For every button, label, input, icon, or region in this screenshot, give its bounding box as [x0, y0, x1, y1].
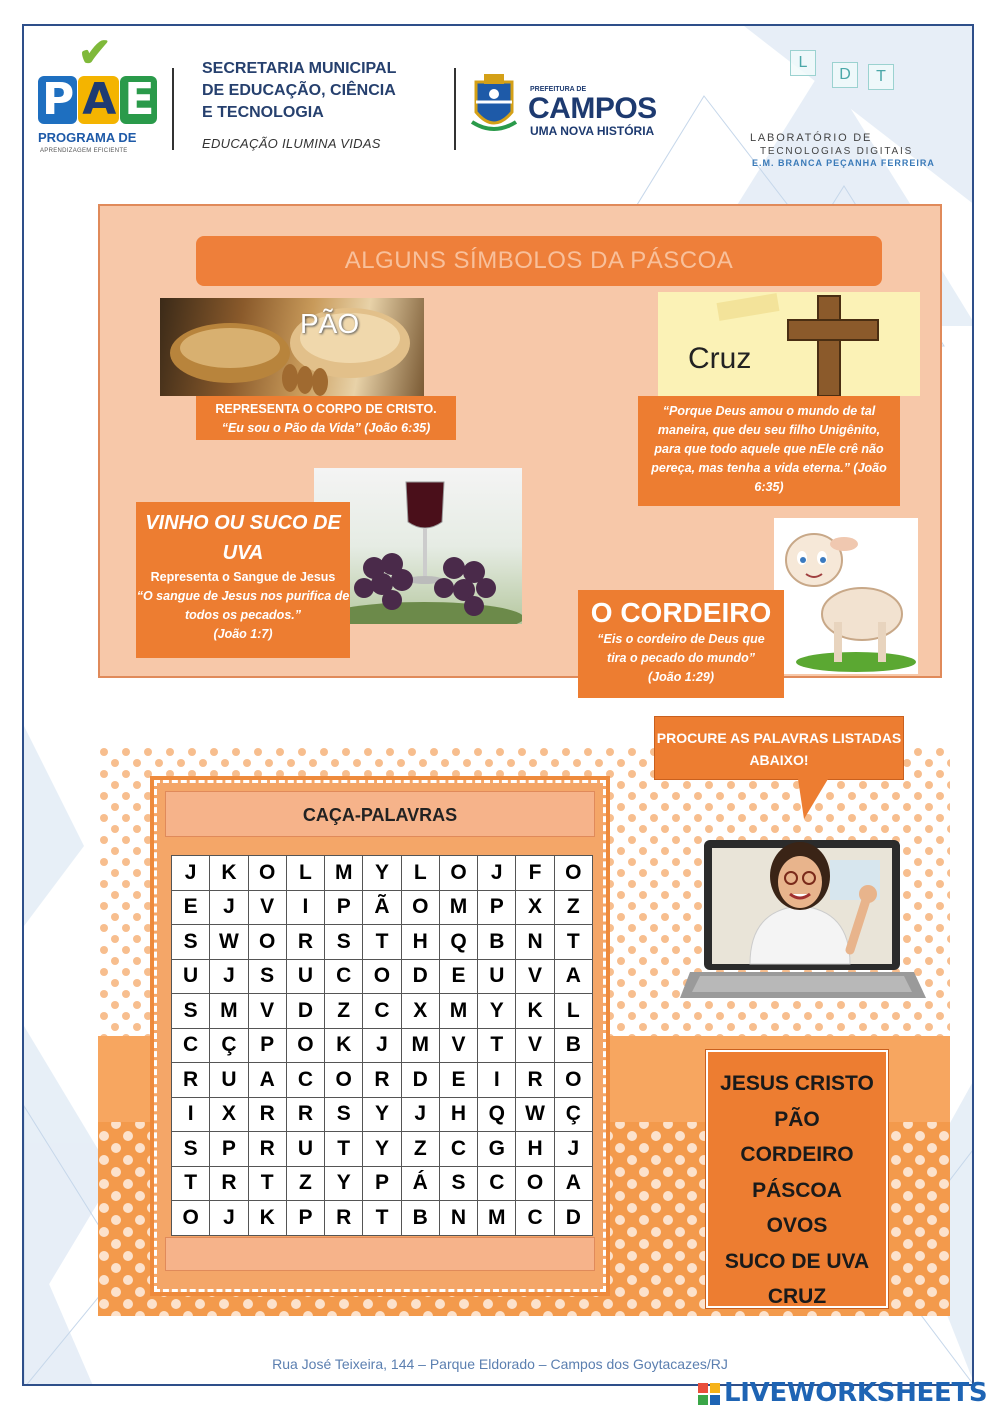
grid-cell[interactable]: T — [248, 1166, 286, 1201]
word-list-item: SUCO DE UVA — [724, 1249, 870, 1273]
grid-cell[interactable]: R — [286, 1097, 324, 1132]
grid-cell[interactable]: R — [363, 1063, 401, 1098]
grid-cell[interactable]: K — [516, 994, 554, 1029]
word-list-item: PÃO — [774, 1107, 820, 1131]
word-list-item: CORDEIRO — [740, 1143, 854, 1166]
grid-cell[interactable]: P — [248, 1028, 286, 1063]
grid-cell[interactable]: T — [363, 925, 401, 960]
grid-row — [172, 1028, 593, 1063]
grid-cell[interactable]: R — [248, 1097, 286, 1132]
grid-cell[interactable]: V — [516, 1028, 554, 1063]
grid-cell[interactable]: R — [172, 1063, 210, 1098]
grid-cell[interactable]: X — [516, 890, 554, 925]
ldt-letter-l: L — [790, 50, 816, 76]
grid-cell[interactable]: Ã — [363, 890, 401, 925]
lamb-icon — [774, 518, 918, 674]
grid-row — [172, 994, 593, 1029]
word-search-footer-bar — [165, 1237, 595, 1271]
grid-row — [172, 1132, 593, 1167]
grid-cell[interactable]: V — [516, 959, 554, 994]
grid-cell[interactable]: M — [325, 856, 363, 891]
grid-cell[interactable]: O — [248, 856, 286, 891]
grid-cell[interactable]: M — [439, 994, 477, 1029]
grid-cell[interactable]: C — [478, 1166, 516, 1201]
grid-cell[interactable]: Ç — [210, 1028, 248, 1063]
grid-cell[interactable]: Y — [363, 856, 401, 891]
campos-name: CAMPOS — [528, 92, 657, 125]
speech-bubble-tail — [798, 779, 828, 819]
lamb-heading: O CORDEIRO — [590, 597, 772, 628]
grid-cell[interactable]: H — [439, 1097, 477, 1132]
grid-row — [172, 925, 593, 960]
grid-cell[interactable]: T — [554, 925, 592, 960]
grid-cell[interactable]: N — [516, 925, 554, 960]
grid-cell[interactable]: K — [248, 1201, 286, 1236]
grid-cell[interactable]: D — [401, 1063, 439, 1098]
grid-cell[interactable]: A — [248, 1063, 286, 1098]
grid-cell[interactable]: K — [210, 856, 248, 891]
grid-cell[interactable]: R — [210, 1166, 248, 1201]
grid-cell[interactable]: P — [363, 1166, 401, 1201]
grid-cell[interactable]: F — [516, 856, 554, 891]
grid-cell[interactable]: U — [286, 959, 324, 994]
grid-cell[interactable]: Ç — [554, 1097, 592, 1132]
grid-cell[interactable]: Q — [478, 1097, 516, 1132]
cross-label: Cruz — [688, 342, 752, 375]
word-list-item: OVOS — [766, 1214, 828, 1237]
grid-cell[interactable]: J — [554, 1132, 592, 1167]
grid-cell[interactable]: Á — [401, 1166, 439, 1201]
grid-cell[interactable]: L — [286, 856, 324, 891]
grid-cell[interactable]: E — [172, 890, 210, 925]
pae-letter-e: E — [120, 76, 157, 124]
grid-cell[interactable]: R — [516, 1063, 554, 1098]
grid-cell[interactable]: W — [210, 925, 248, 960]
header-divider — [454, 68, 456, 150]
lamb-image — [774, 518, 918, 674]
grid-cell[interactable]: C — [286, 1063, 324, 1098]
grid-cell[interactable]: B — [554, 1028, 592, 1063]
grid-cell[interactable]: R — [325, 1201, 363, 1236]
ldt-letter-d: D — [832, 62, 858, 88]
pae-line1: PROGRAMA DE — [38, 130, 137, 145]
grid-cell[interactable]: Z — [286, 1166, 324, 1201]
grid-cell[interactable]: C — [516, 1201, 554, 1236]
word-search-title: CAÇA-PALAVRAS — [165, 791, 595, 837]
grid-cell[interactable]: D — [286, 994, 324, 1029]
ldt-line2: TECNOLOGIAS DIGITAIS — [760, 146, 914, 157]
grid-cell[interactable]: O — [439, 856, 477, 891]
ldt-line1: LABORATÓRIO DE — [750, 132, 873, 144]
grid-cell[interactable]: B — [478, 925, 516, 960]
word-search-section — [98, 730, 950, 1316]
grid-cell[interactable]: M — [401, 1028, 439, 1063]
grid-cell[interactable]: C — [172, 1028, 210, 1063]
grid-cell[interactable]: J — [478, 856, 516, 891]
grid-cell[interactable]: I — [478, 1063, 516, 1098]
grid-cell[interactable]: E — [439, 1063, 477, 1098]
grid-cell[interactable]: J — [401, 1097, 439, 1132]
easter-symbols-panel — [98, 204, 942, 684]
word-list-item: JESUS CRISTO — [720, 1072, 874, 1095]
campos-prefix: PREFEITURA DE — [530, 86, 587, 93]
grid-cell[interactable]: S — [248, 959, 286, 994]
grid-cell[interactable]: A — [554, 959, 592, 994]
grid-cell[interactable]: U — [172, 959, 210, 994]
grid-cell[interactable]: O — [554, 1063, 592, 1098]
instruction-speech-bubble: PROCURE AS PALAVRAS LISTADAS ABAIXO! — [654, 716, 904, 780]
footer-address: Rua José Teixeira, 144 – Parque Eldorado – Campos dos Goytacazes/RJ — [272, 1356, 728, 1372]
grid-cell[interactable]: Y — [363, 1132, 401, 1167]
secretaria-motto: EDUCAÇÃO ILUMINA VIDAS — [202, 136, 381, 151]
grid-cell[interactable]: G — [478, 1132, 516, 1167]
grid-cell[interactable]: U — [286, 1132, 324, 1167]
lamb-caption: O CORDEIRO “Eis o cordeiro de Deus que tira o pecado do mundo” (João 1:29) — [578, 590, 784, 698]
grid-row — [172, 959, 593, 994]
bread-illustration — [160, 298, 424, 396]
grid-cell[interactable]: W — [516, 1097, 554, 1132]
grid-cell[interactable]: J — [210, 959, 248, 994]
pae-logo — [38, 30, 168, 160]
grid-cell[interactable]: R — [248, 1132, 286, 1167]
grid-cell[interactable]: K — [325, 1028, 363, 1063]
grid-cell[interactable]: J — [210, 890, 248, 925]
grid-cell[interactable]: I — [172, 1097, 210, 1132]
secretaria-title: SECRETARIA MUNICIPAL DE EDUCAÇÃO, CIÊNCIA E TECNOLOGIA — [202, 60, 397, 121]
pae-line2: APRENDIZAGEM EFICIENTE — [40, 148, 128, 154]
grid-cell[interactable]: N — [439, 1201, 477, 1236]
cross-image — [658, 292, 920, 396]
grid-cell[interactable]: S — [172, 1132, 210, 1167]
pae-letter-p: P — [38, 76, 77, 124]
grid-cell[interactable]: P — [325, 890, 363, 925]
ldt-letter-t: T — [868, 64, 894, 90]
grid-cell[interactable]: V — [248, 994, 286, 1029]
check-mark-icon: ✔ — [78, 31, 112, 75]
bread-label: PÃO — [300, 308, 360, 339]
grid-cell[interactable]: C — [325, 959, 363, 994]
grid-cell[interactable]: S — [172, 994, 210, 1029]
grid-cell[interactable]: C — [439, 1132, 477, 1167]
symbols-title: ALGUNS SÍMBOLOS DA PÁSCOA — [196, 236, 882, 286]
liveworksheets-logo-icon — [698, 1383, 720, 1405]
grid-cell[interactable]: Z — [554, 890, 592, 925]
word-search-grid — [171, 855, 593, 1236]
grid-cell[interactable]: E — [439, 959, 477, 994]
grid-cell[interactable]: O — [172, 1201, 210, 1236]
grid-cell[interactable]: Z — [325, 994, 363, 1029]
grid-row — [172, 890, 593, 925]
wine-heading: VINHO OU SUCO DE UVA — [145, 512, 341, 564]
grid-row — [172, 1201, 593, 1236]
grid-cell[interactable]: R — [286, 925, 324, 960]
grid-cell[interactable]: O — [516, 1166, 554, 1201]
grid-cell[interactable]: S — [325, 925, 363, 960]
grid-cell[interactable]: L — [554, 994, 592, 1029]
grid-cell[interactable]: I — [286, 890, 324, 925]
grid-cell[interactable]: T — [172, 1166, 210, 1201]
grid-cell[interactable]: C — [363, 994, 401, 1029]
grid-cell[interactable]: P — [286, 1201, 324, 1236]
campos-seal-icon — [470, 72, 518, 138]
grid-cell[interactable]: J — [172, 856, 210, 891]
grid-cell[interactable]: V — [248, 890, 286, 925]
grid-cell[interactable]: T — [325, 1132, 363, 1167]
word-list-item: PÁSCOA — [752, 1178, 842, 1202]
pae-letter-a: A — [78, 76, 119, 124]
grid-cell[interactable]: B — [401, 1201, 439, 1236]
grid-cell[interactable]: D — [401, 959, 439, 994]
pae-letters — [38, 76, 158, 124]
grid-cell[interactable]: O — [248, 925, 286, 960]
grid-cell[interactable]: V — [439, 1028, 477, 1063]
liveworksheets-brand[interactable]: LIVEWORKSHEETS — [724, 1378, 988, 1408]
grid-cell[interactable]: T — [363, 1201, 401, 1236]
grid-cell[interactable]: S — [325, 1097, 363, 1132]
teacher-laptop-illustration — [680, 810, 930, 1010]
grid-cell[interactable]: J — [363, 1028, 401, 1063]
cross-caption: “Porque Deus amou o mundo de tal maneira, que deu seu filho Unigênito, para que todo aquele que nEle crê não pereça, mas tenha a vida eterna.” (João 6:35) — [638, 396, 900, 506]
grid-cell[interactable]: U — [210, 1063, 248, 1098]
grid-cell[interactable]: O — [401, 890, 439, 925]
grid-row — [172, 1097, 593, 1132]
bread-caption: REPRESENTA O CORPO DE CRISTO. “Eu sou o Pão da Vida” (João 6:35) — [196, 396, 456, 440]
grid-cell[interactable]: O — [554, 856, 592, 891]
grid-cell[interactable]: A — [554, 1166, 592, 1201]
grid-cell[interactable]: Y — [478, 994, 516, 1029]
grid-cell[interactable]: H — [516, 1132, 554, 1167]
ldt-line3: E.M. BRANCA PEÇANHA FERREIRA — [752, 158, 935, 168]
header-divider — [172, 68, 174, 150]
worksheet-page — [22, 24, 974, 1386]
grid-cell[interactable]: X — [210, 1097, 248, 1132]
grid-cell[interactable]: M — [478, 1201, 516, 1236]
grid-cell[interactable]: S — [439, 1166, 477, 1201]
grid-cell[interactable]: U — [478, 959, 516, 994]
grid-cell[interactable]: Y — [363, 1097, 401, 1132]
grid-cell[interactable]: Y — [325, 1166, 363, 1201]
grid-cell[interactable]: Q — [439, 925, 477, 960]
wine-caption: VINHO OU SUCO DE UVA Representa o Sangue de Jesus “O sangue de Jesus nos purifica de todos os pecados.” (João 1:7) — [136, 502, 350, 658]
grid-cell[interactable]: O — [325, 1063, 363, 1098]
grid-row — [172, 1166, 593, 1201]
grid-row — [172, 856, 593, 891]
grid-cell[interactable]: J — [210, 1201, 248, 1236]
grid-cell[interactable]: T — [478, 1028, 516, 1063]
grid-cell[interactable]: P — [478, 890, 516, 925]
grid-cell[interactable]: O — [363, 959, 401, 994]
campos-subtitle: UMA NOVA HISTÓRIA — [530, 124, 655, 138]
grid-cell[interactable]: M — [210, 994, 248, 1029]
grid-row — [172, 1063, 593, 1098]
word-list — [706, 1050, 888, 1308]
grid-cell[interactable]: L — [401, 856, 439, 891]
grid-cell[interactable]: M — [439, 890, 477, 925]
word-search-frame — [154, 780, 606, 1292]
grid-cell[interactable]: X — [401, 994, 439, 1029]
grid-cell[interactable]: Z — [401, 1132, 439, 1167]
grid-cell[interactable]: S — [172, 925, 210, 960]
bread-image — [160, 298, 424, 396]
grid-cell[interactable]: D — [554, 1201, 592, 1236]
grid-cell[interactable]: P — [210, 1132, 248, 1167]
grid-cell[interactable]: H — [401, 925, 439, 960]
word-list-item: CRUZ — [767, 1285, 827, 1308]
grid-cell[interactable]: O — [286, 1028, 324, 1063]
